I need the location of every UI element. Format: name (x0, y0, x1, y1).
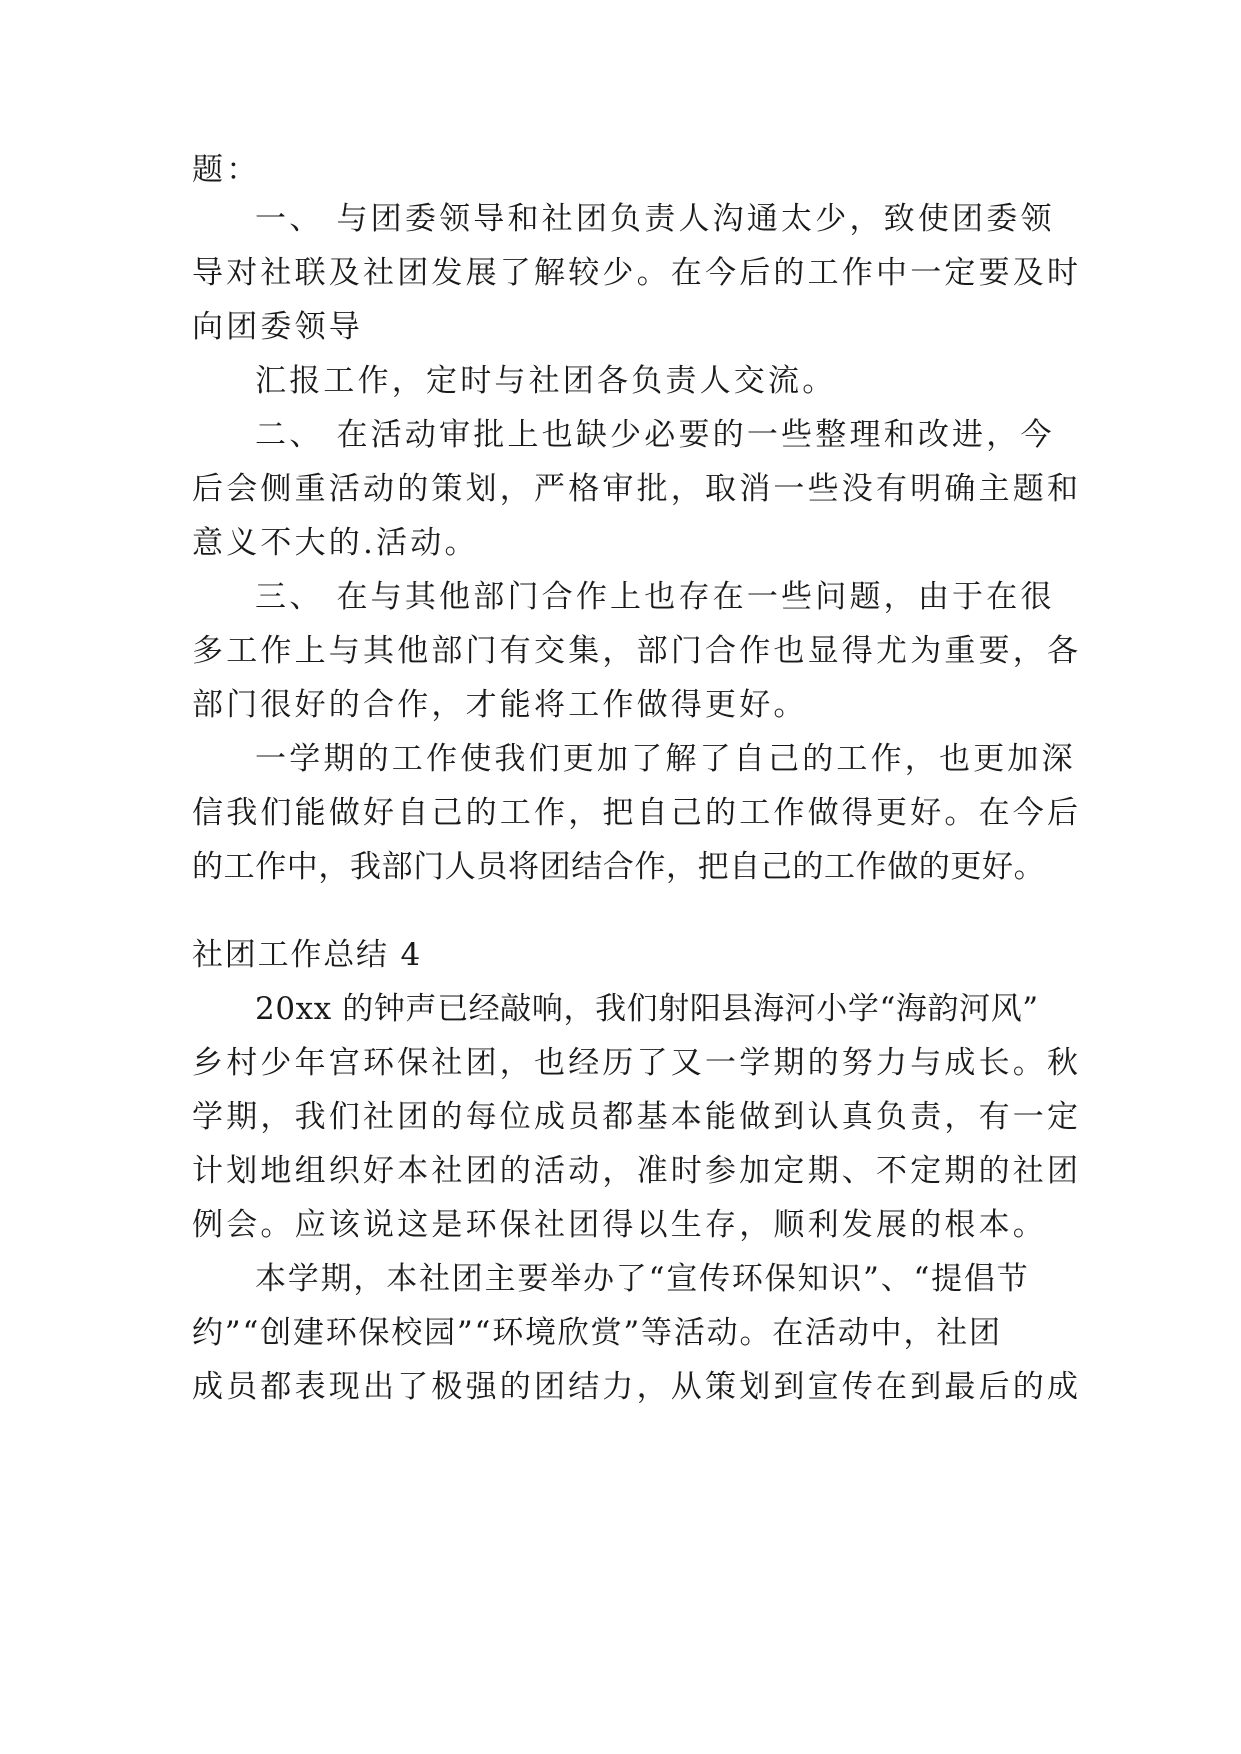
section-heading: 社团工作总结 4 (192, 937, 422, 973)
text-line: 多工作上与其他部门有交集，部门合作也显得尤为重要，各 (192, 633, 1082, 669)
text-line: 约”“创建环保校园”“环境欣赏”等活动。在活动中，社团 (192, 1315, 1002, 1351)
text-line: 后会侧重活动的策划，严格审批，取消一些没有明确主题和 (192, 471, 1082, 507)
text-line: 20xx 的钟声已经敲响，我们射阳县海河小学“海韵河风” (255, 991, 1039, 1027)
text-line: 本学期，本社团主要举办了“宣传环保知识”、“提倡节 (255, 1261, 1030, 1297)
text-line: 计划地组织好本社团的活动，准时参加定期、不定期的社团 (192, 1153, 1082, 1189)
text-line: 三、 在与其他部门合作上也存在一些问题，由于在很 (255, 579, 1055, 615)
text-line: 信我们能做好自己的工作，把自己的工作做得更好。在今后 (192, 795, 1082, 831)
text-line: 向团委领导 (192, 309, 363, 345)
text-line: 一、 与团委领导和社团负责人沟通太少，致使团委领 (255, 201, 1055, 237)
text-line: 学期，我们社团的每位成员都基本能做到认真负责，有一定 (192, 1099, 1082, 1135)
text-line: 二、 在活动审批上也缺少必要的一些整理和改进，今 (255, 417, 1055, 453)
text-line: 汇报工作，定时与社团各负责人交流。 (255, 363, 837, 399)
text-line: 的工作中，我部门人员将团结合作，把自己的工作做的更好。 (192, 849, 1046, 885)
text-line: 意义不大的.活动。 (192, 525, 479, 561)
text-line: 题： (192, 152, 261, 188)
text-line: 导对社联及社团发展了解较少。在今后的工作中一定要及时 (192, 255, 1082, 291)
text-line: 例会。应该说这是环保社团得以生存，顺利发展的根本。 (192, 1207, 1047, 1243)
text-line: 一学期的工作使我们更加了解了自己的工作，也更加深 (255, 741, 1076, 777)
text-line: 成员都表现出了极强的团结力，从策划到宣传在到最后的成 (192, 1369, 1082, 1405)
text-line: 部门很好的合作，才能将工作做得更好。 (192, 687, 808, 723)
text-line: 乡村少年宫环保社团，也经历了又一学期的努力与成长。秋 (192, 1045, 1082, 1081)
